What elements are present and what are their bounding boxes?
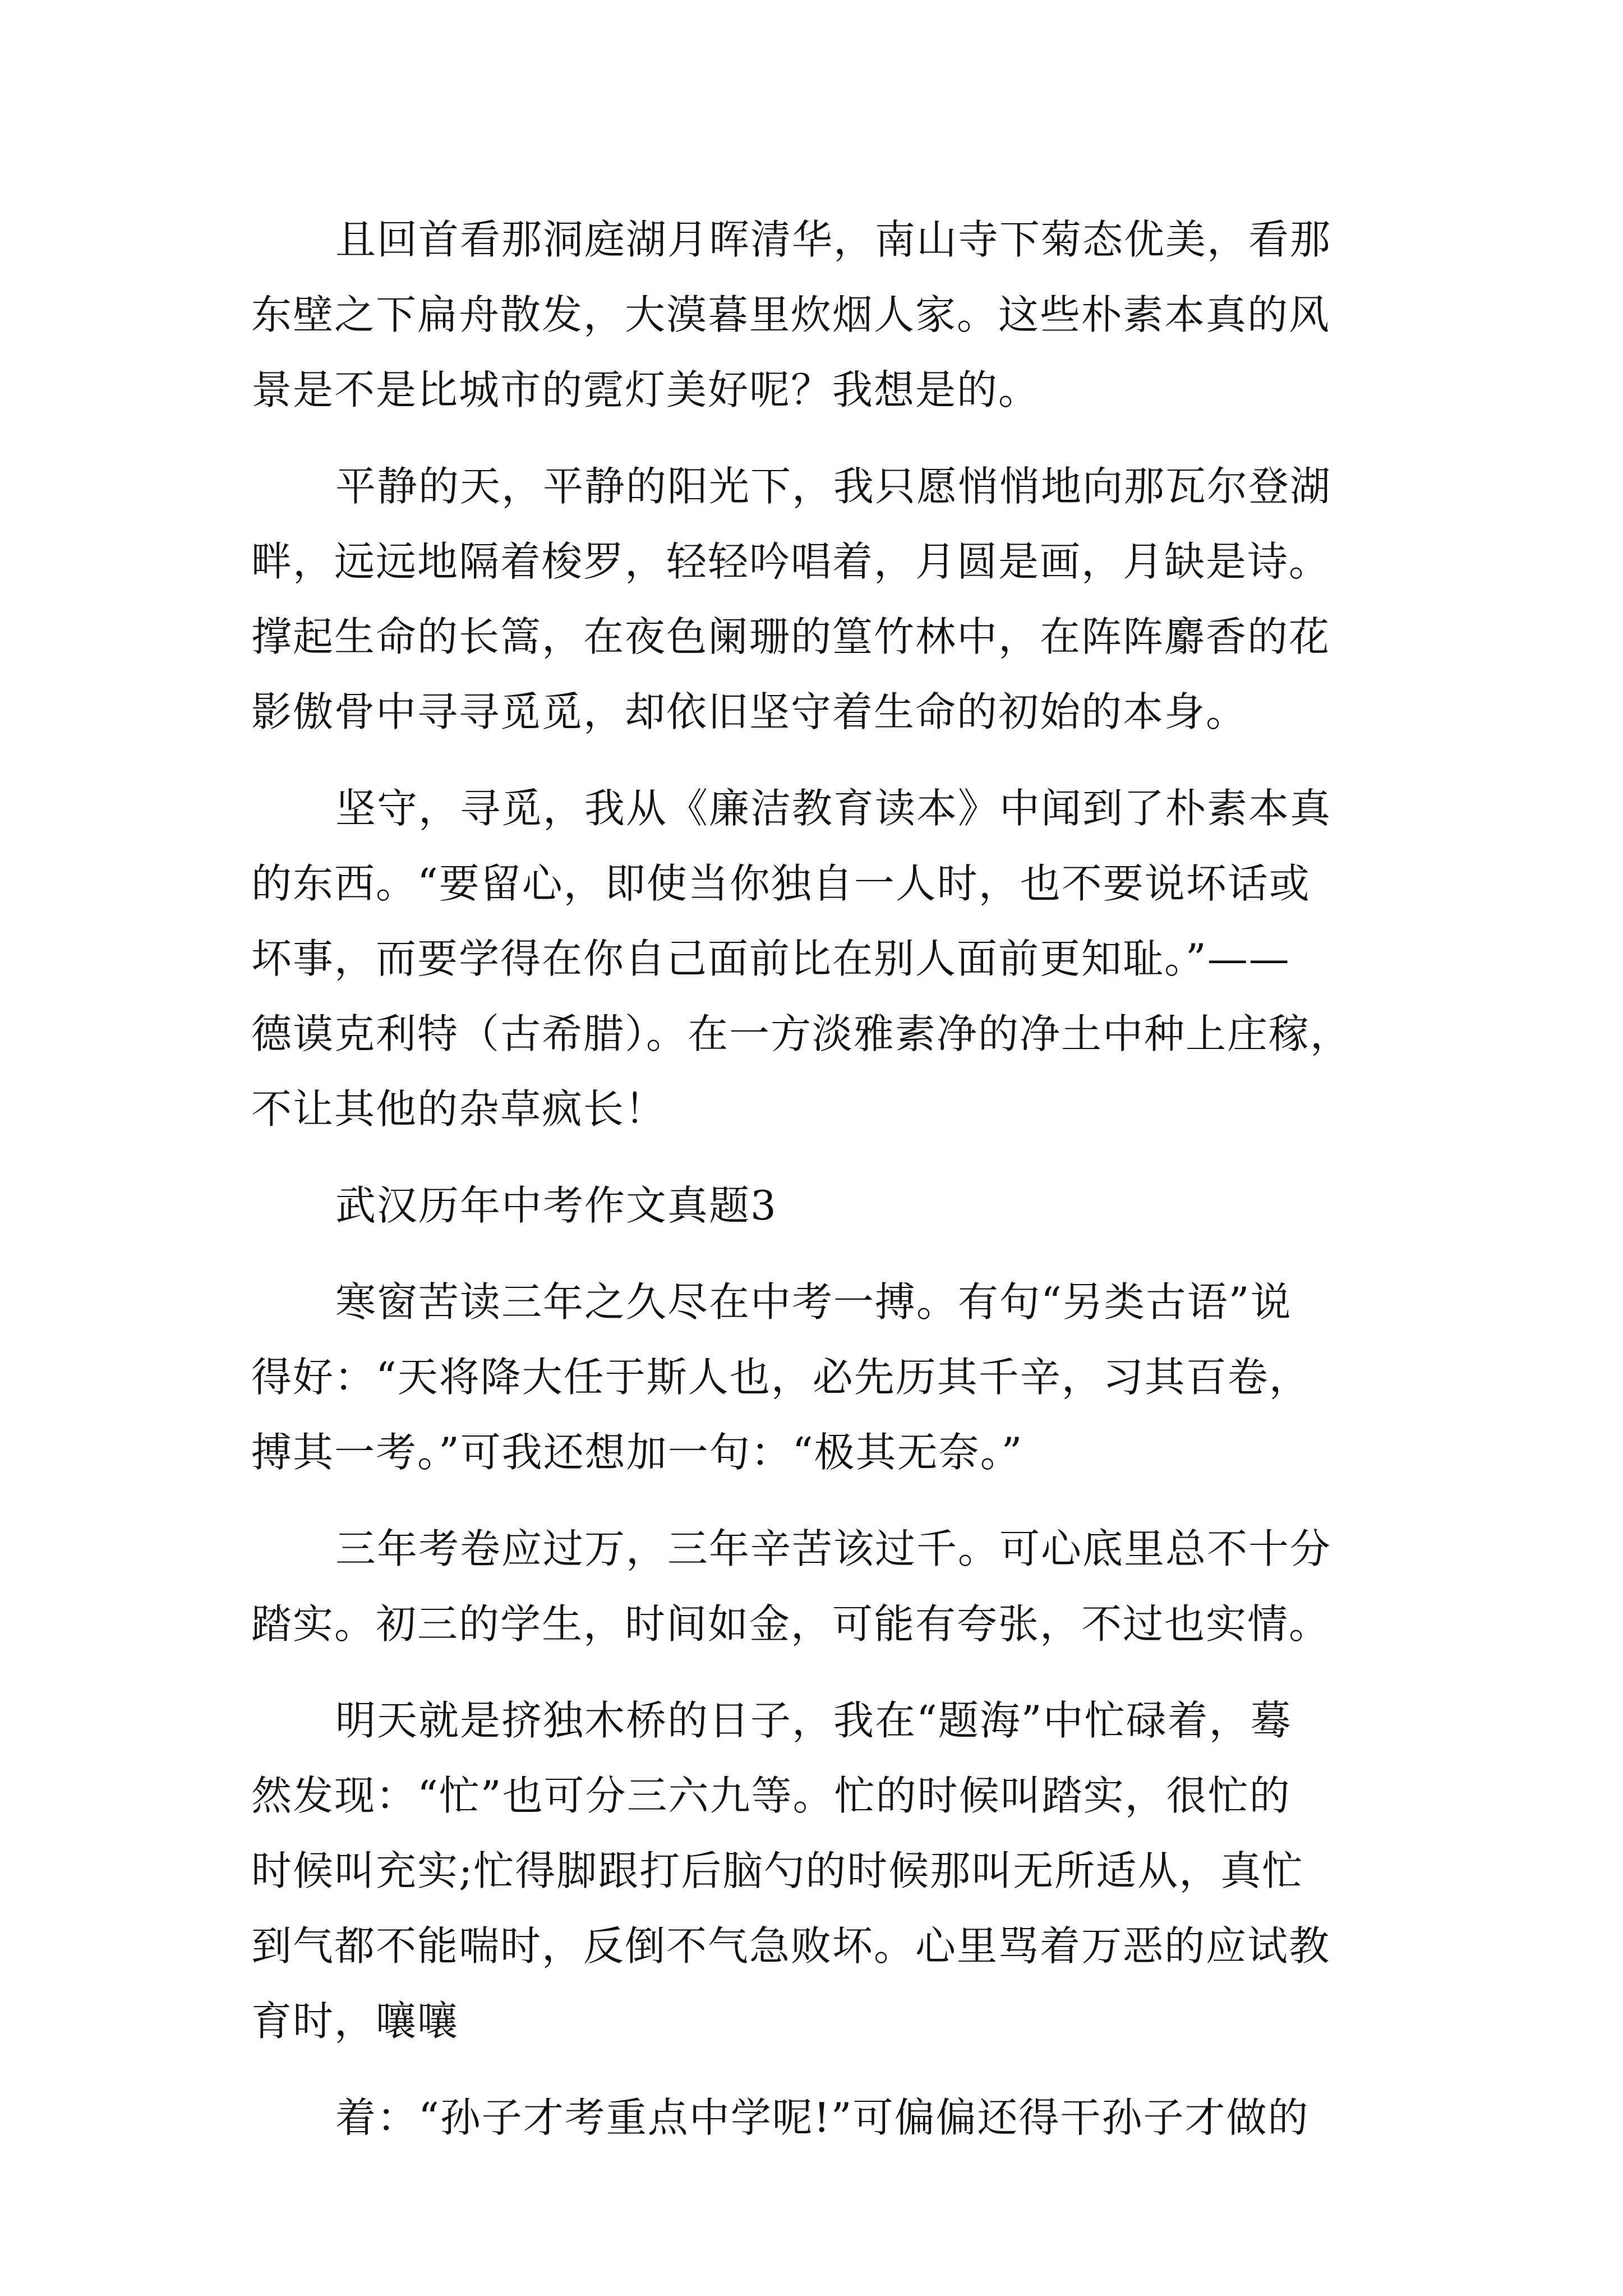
paragraph-line: 不让其他的杂草疯长！ bbox=[251, 1085, 667, 1133]
paragraph-line: 搏其一考。”可我还想加一句：“极其无奈。” bbox=[251, 1429, 1023, 1476]
paragraph-line: 寒窗苦读三年之久尽在中考一搏。有句“另类古语”说 bbox=[335, 1278, 1292, 1326]
paragraph-line: 三年考卷应过万，三年辛苦该过千。可心底里总不十分 bbox=[335, 1525, 1332, 1572]
paragraph-line: 影傲骨中寻寻觅觅，却依旧坚守着生命的初始的本身。 bbox=[251, 688, 1248, 735]
paragraph-line: 德谟克利特（古希腊）。在一方淡雅素净的净土中种上庄稼， bbox=[251, 1010, 1352, 1057]
paragraph-line: 坏事，而要学得在你自己面前比在别人面前更知耻。”—— bbox=[251, 935, 1290, 982]
paragraph-line: 育时，嚷嚷 bbox=[251, 1998, 459, 2045]
paragraph-line: 撑起生命的长篙，在夜色阑珊的篁竹林中，在阵阵麝香的花 bbox=[251, 613, 1331, 660]
paragraph-line: 到气都不能喘时，反倒不气急败坏。心里骂着万恶的应试教 bbox=[251, 1922, 1331, 1970]
section-heading: 武汉历年中考作文真题3 bbox=[335, 1182, 777, 1229]
paragraph-line: 的东西。“要留心，即使当你独自一人时，也不要说坏话或 bbox=[251, 860, 1311, 907]
paragraph-line: 明天就是挤独木桥的日子，我在“题海”中忙碌着，蓦 bbox=[335, 1697, 1292, 1744]
paragraph-line: 着：“孙子才考重点中学呢!”可偏偏还得干孙子才做的 bbox=[335, 2094, 1310, 2141]
paragraph-line: 然发现：“忙”也可分三六九等。忙的时候叫踏实，很忙的 bbox=[251, 1772, 1291, 1819]
paragraph-line: 时候叫充实;忙得脚跟打后脑勺的时候那叫无所适从，真忙 bbox=[251, 1847, 1304, 1894]
paragraph-line: 景是不是比城市的霓灯美好呢？我想是的。 bbox=[251, 366, 1040, 413]
paragraph-line: 坚守，寻觅，我从《廉洁教育读本》中闻到了朴素本真 bbox=[335, 785, 1332, 832]
paragraph-line: 得好：“天将降大任于斯人也，必先历其千辛，习其百卷， bbox=[251, 1354, 1311, 1401]
paragraph-line: 畔，远远地隔着梭罗，轻轻吟唱着，月圆是画，月缺是诗。 bbox=[251, 538, 1331, 585]
body-text bbox=[251, 202, 1373, 2155]
paragraph-line: 平静的天，平静的阳光下，我只愿悄悄地向那瓦尔登湖 bbox=[335, 463, 1332, 510]
paragraph-line: 踏实。初三的学生，时间如金，可能有夸张，不过也实情。 bbox=[251, 1600, 1331, 1648]
paragraph-line: 且回首看那洞庭湖月晖清华，南山寺下菊态优美，看那 bbox=[335, 216, 1332, 263]
paragraph-line: 东壁之下扁舟散发，大漠暮里炊烟人家。这些朴素本真的风 bbox=[251, 291, 1331, 338]
